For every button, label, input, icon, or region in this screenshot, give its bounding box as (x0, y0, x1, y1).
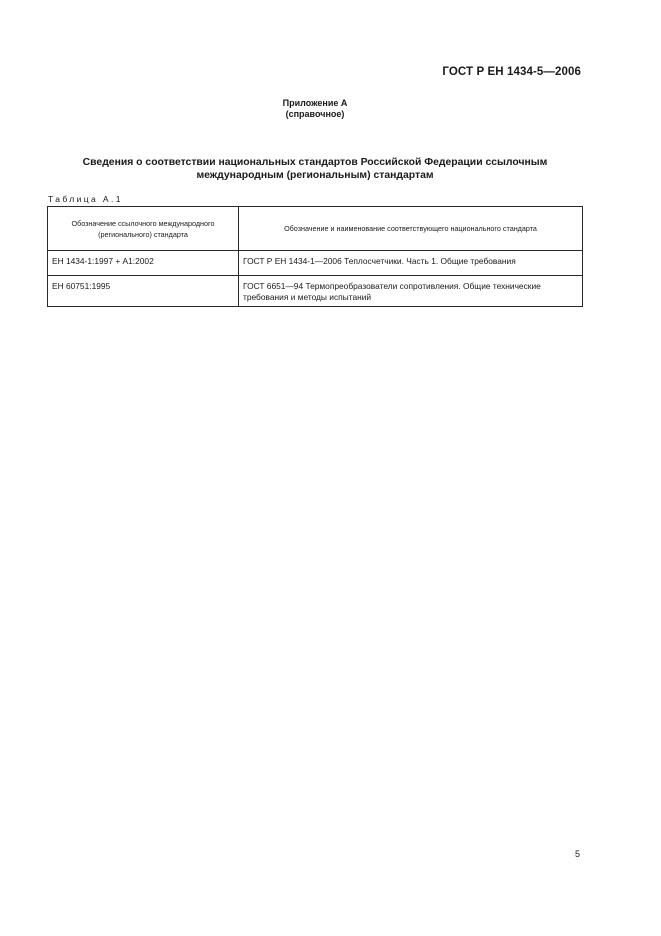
column-header-international: Обозначение ссылочного международного (регионального) стандарта (48, 207, 239, 251)
annex-subtitle: (справочное) (285, 109, 345, 119)
cell-international-standard: ЕН 1434-1:1997 + А1:2002 (48, 251, 239, 276)
document-title: Сведения о соответствии национальных стандартов Российской Федерации ссылочным международным (региональным) стандартам (82, 157, 548, 181)
cell-national-standard: ГОСТ Р ЕН 1434-1—2006 Теплосчетчики. Часть 1. Общие требования (239, 251, 583, 276)
cell-national-standard: ГОСТ 6651—94 Термопреобразователи сопротивления. Общие технические требования и методы испытаний (239, 276, 583, 307)
column-header-national: Обозначение и наименование соответствующего национального стандарта (239, 207, 583, 251)
table-header-row (48, 207, 583, 251)
annex-heading (0, 98, 630, 120)
page-number: 5 (575, 849, 581, 859)
table-row (48, 251, 583, 276)
correspondence-table (47, 206, 583, 307)
cell-international-standard: ЕН 60751:1995 (48, 276, 239, 307)
annex-title: Приложение А (282, 98, 348, 108)
standard-code-header: ГОСТ Р ЕН 1434-5—2006 (442, 66, 581, 78)
table-caption: Таблица А.1 (48, 194, 123, 204)
table-row (48, 276, 583, 307)
